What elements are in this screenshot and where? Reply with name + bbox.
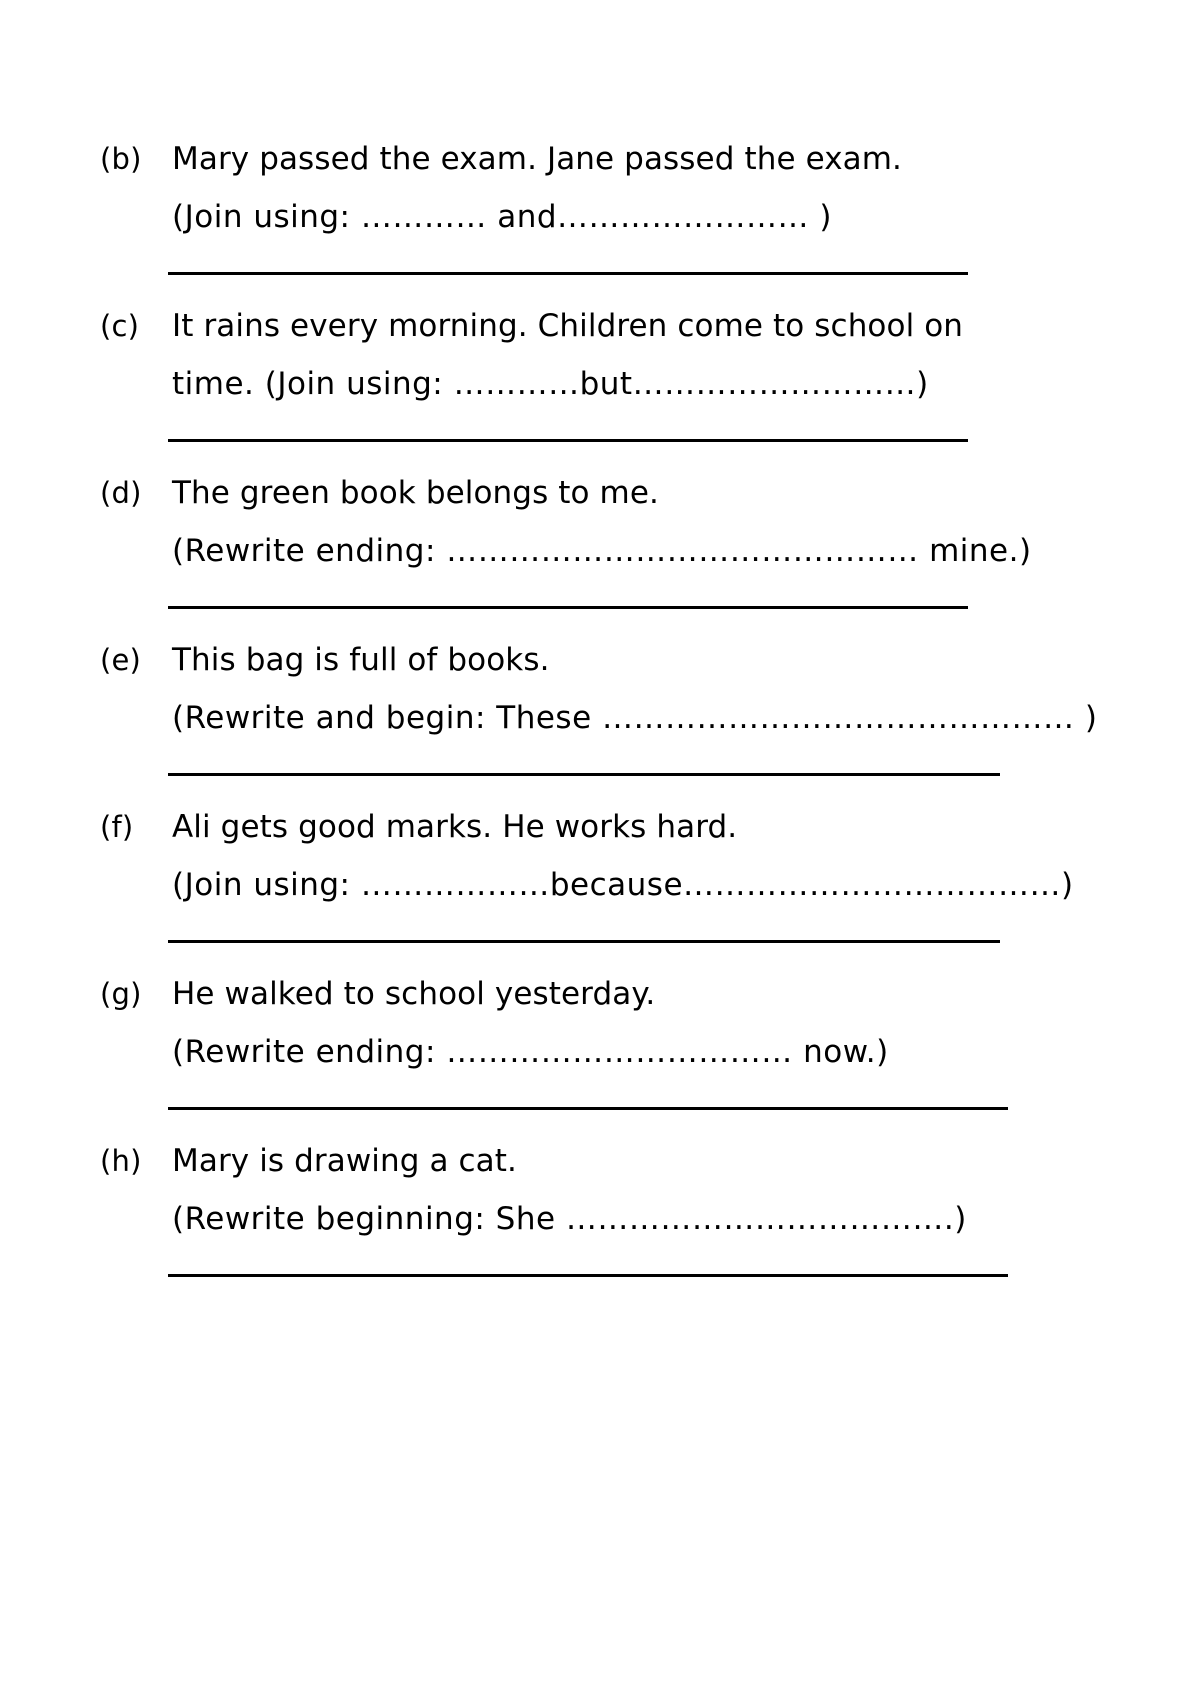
question-body-c <box>100 297 1090 413</box>
question-instruction-f: (Join using: ………………because………………………………) <box>172 867 1074 903</box>
question-item-h <box>100 1132 1090 1277</box>
question-item-b <box>100 130 1090 275</box>
question-marker-e: (e) <box>100 643 142 677</box>
answer-rule-f <box>168 940 1000 943</box>
questions-list <box>100 130 1098 1299</box>
answer-rule-b <box>168 272 968 275</box>
question-item-f <box>100 798 1090 943</box>
question-sentence-f: Ali gets good marks. He works hard. <box>172 809 738 845</box>
question-sentence-c: It rains every morning. Children come to school on <box>172 308 964 344</box>
question-instruction-b: (Join using: ………… and…………………… ) <box>172 199 832 235</box>
question-instruction-d: (Rewrite ending: ……………………………………… mine.) <box>172 533 1032 569</box>
question-body-e <box>100 631 1098 747</box>
question-marker-b: (b) <box>100 142 142 176</box>
answer-rule-d <box>168 606 968 609</box>
question-instruction-e: (Rewrite and begin: These ……………………………………… ) <box>172 700 1098 736</box>
question-item-g <box>100 965 1090 1110</box>
question-sentence-h: Mary is drawing a cat. <box>172 1143 517 1179</box>
answer-rule-g <box>168 1107 1008 1110</box>
question-sentence-g: He walked to school yesterday. <box>172 976 656 1012</box>
question-body-f <box>100 798 1090 914</box>
question-marker-c: (c) <box>100 309 140 343</box>
question-item-d <box>100 464 1090 609</box>
answer-rule-h <box>168 1274 1008 1277</box>
question-marker-d: (d) <box>100 476 142 510</box>
question-instruction-h: (Rewrite beginning: She ……………………………….) <box>172 1201 967 1237</box>
question-body-g <box>100 965 1090 1081</box>
question-marker-g: (g) <box>100 977 142 1011</box>
question-body-h <box>100 1132 1090 1248</box>
question-item-c <box>100 297 1090 442</box>
question-marker-f: (f) <box>100 810 134 844</box>
question-item-e <box>100 631 1098 776</box>
question-sentence-b: Mary passed the exam. Jane passed the exam. <box>172 141 903 177</box>
question-marker-h: (h) <box>100 1144 142 1178</box>
question-instruction-c: time. (Join using: …………but………………………) <box>172 366 929 402</box>
answer-rule-e <box>168 773 1000 776</box>
answer-rule-c <box>168 439 968 442</box>
question-body-b <box>100 130 1090 246</box>
question-sentence-e: This bag is full of books. <box>172 642 550 678</box>
question-instruction-g: (Rewrite ending: …………………………… now.) <box>172 1034 889 1070</box>
question-body-d <box>100 464 1090 580</box>
question-sentence-d: The green book belongs to me. <box>172 475 659 511</box>
